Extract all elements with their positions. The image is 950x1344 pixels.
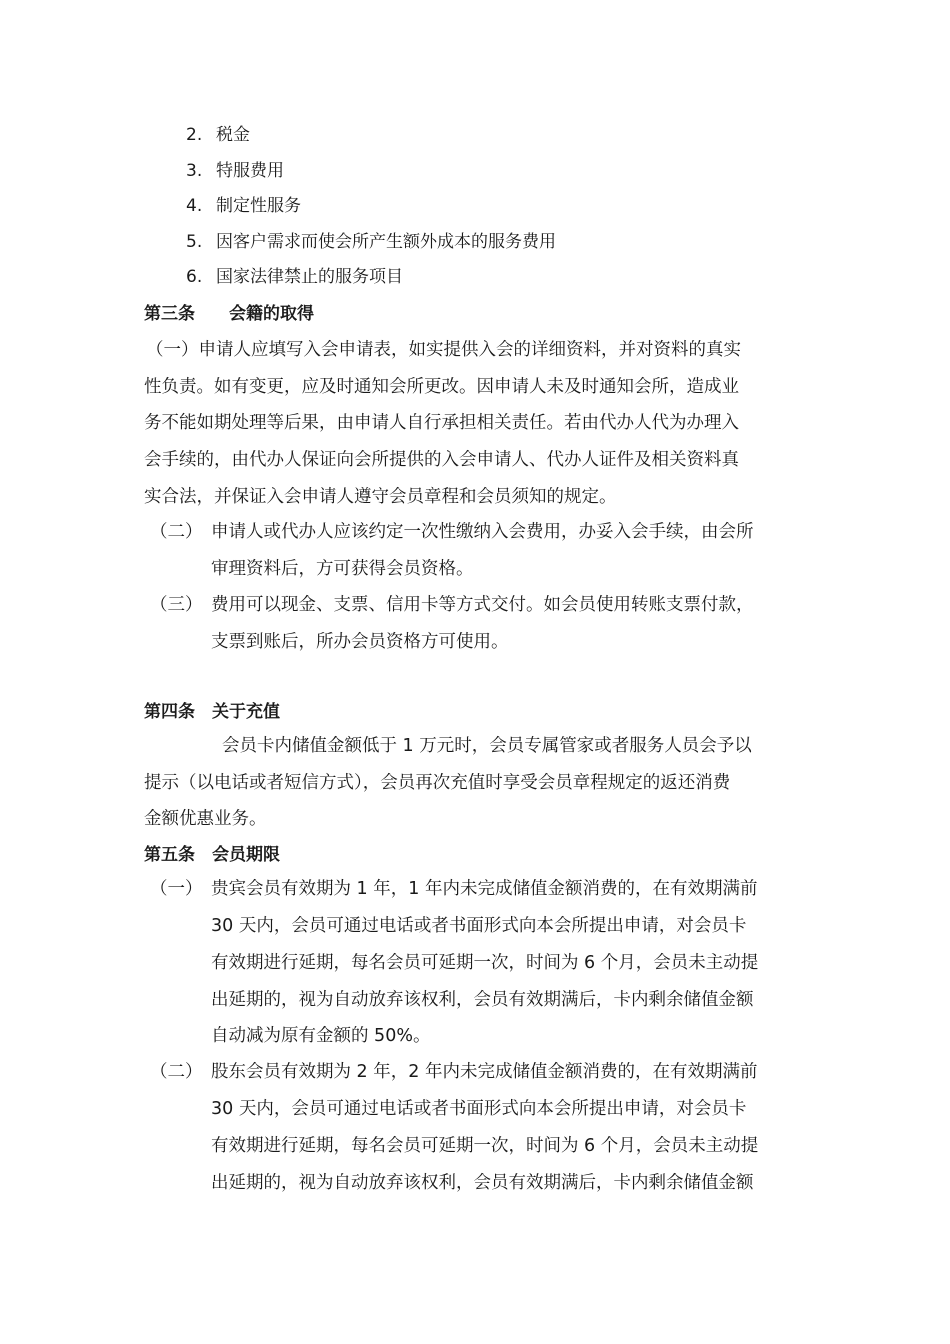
list-text: 制定性服务 xyxy=(216,196,301,216)
paragraph-line: 金额优惠业务。 xyxy=(144,809,267,829)
paragraph-line: 股东会员有效期为 2 年，2 年内未完成储值金额消费的，在有效期满前 xyxy=(211,1062,758,1082)
paragraph-line: 性负责。如有变更，应及时通知会所更改。因申请人未及时通知会所，造成业 xyxy=(144,377,739,397)
list-number: 3. xyxy=(186,161,203,181)
paragraph-line: 审理资料后，方可获得会员资格。 xyxy=(211,559,474,579)
paragraph-line: 申请人或代办人应该约定一次性缴纳入会费用，办妥入会手续，由会所 xyxy=(211,522,754,542)
paragraph-line: 支票到账后，所办会员资格方可使用。 xyxy=(211,632,509,652)
list-number: 5. xyxy=(186,232,203,252)
paragraph-line: （一）申请人应填写入会申请表，如实提供入会的详细资料，并对资料的真实 xyxy=(146,340,741,360)
list-text: 因客户需求而使会所产生额外成本的服务费用 xyxy=(216,232,556,252)
list-item xyxy=(186,265,403,289)
list-number: 6. xyxy=(186,267,203,287)
list-number: 4. xyxy=(186,196,203,216)
paragraph-line: 实合法，并保证入会申请人遵守会员章程和会员须知的规定。 xyxy=(144,487,617,507)
list-number: 2. xyxy=(186,125,203,145)
clause-marker: （三） xyxy=(150,595,203,615)
list-item xyxy=(186,230,556,254)
paragraph-line: 会员卡内储值金额低于 1 万元时，会员专属管家或者服务人员会予以 xyxy=(222,736,752,756)
paragraph-line: 出延期的，视为自动放弃该权利，会员有效期满后，卡内剩余储值金额 xyxy=(211,990,754,1010)
list-item xyxy=(186,123,250,147)
paragraph-line: 有效期进行延期，每名会员可延期一次，时间为 6 个月，会员未主动提 xyxy=(211,1136,759,1156)
paragraph-line: 30 天内，会员可通过电话或者书面形式向本会所提出申请，对会员卡 xyxy=(211,916,747,936)
article-5-heading: 第五条 会员期限 xyxy=(144,845,280,865)
paragraph-line: 30 天内，会员可通过电话或者书面形式向本会所提出申请，对会员卡 xyxy=(211,1099,747,1119)
clause-marker: （二） xyxy=(150,522,203,542)
paragraph-line: 贵宾会员有效期为 1 年，1 年内未完成储值金额消费的，在有效期满前 xyxy=(211,879,758,899)
clause-marker: （二） xyxy=(150,1062,203,1082)
article-4-heading: 第四条 关于充值 xyxy=(144,702,280,722)
paragraph-line: 会手续的，由代办人保证向会所提供的入会申请人、代办人证件及相关资料真 xyxy=(144,450,739,470)
paragraph-line: 出延期的，视为自动放弃该权利，会员有效期满后，卡内剩余储值金额 xyxy=(211,1173,754,1193)
article-3-heading: 第三条 会籍的取得 xyxy=(144,304,314,324)
clause-marker: （一） xyxy=(150,879,203,899)
list-text: 国家法律禁止的服务项目 xyxy=(216,267,403,287)
paragraph-line: 务不能如期处理等后果，由申请人自行承担相关责任。若由代办人代为办理入 xyxy=(144,413,739,433)
list-text: 特服费用 xyxy=(216,161,284,181)
list-text: 税金 xyxy=(216,125,250,145)
list-item xyxy=(186,159,284,183)
paragraph-line: 费用可以现金、支票、信用卡等方式交付。如会员使用转账支票付款， xyxy=(211,595,754,615)
paragraph-line: 有效期进行延期，每名会员可延期一次，时间为 6 个月，会员未主动提 xyxy=(211,953,759,973)
paragraph-line: 提示（以电话或者短信方式），会员再次充值时享受会员章程规定的返还消费 xyxy=(144,773,731,793)
list-item xyxy=(186,194,301,218)
paragraph-line: 自动减为原有金额的 50%。 xyxy=(211,1026,431,1046)
